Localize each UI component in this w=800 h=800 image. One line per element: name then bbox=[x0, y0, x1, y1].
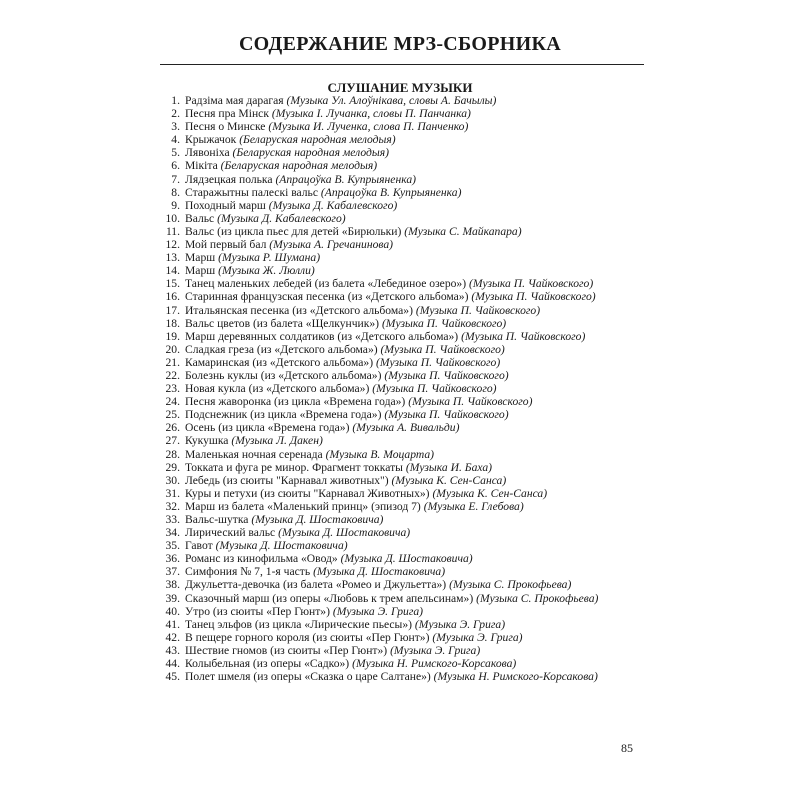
item-number: 18. bbox=[165, 316, 180, 330]
list-item bbox=[160, 317, 644, 330]
item-title: Мікіта bbox=[185, 159, 218, 173]
list-item bbox=[160, 382, 644, 395]
item-title: Куры и петухи (из сюиты "Карнавал Животных») bbox=[185, 486, 430, 500]
item-entry bbox=[185, 513, 644, 526]
item-credit: (Музыка П. Чайковского) bbox=[381, 316, 507, 330]
item-entry bbox=[185, 644, 644, 657]
list-item bbox=[160, 434, 644, 447]
item-number: 26. bbox=[165, 421, 180, 435]
item-number: 6. bbox=[171, 159, 180, 173]
list-item bbox=[160, 539, 644, 552]
item-number: 24. bbox=[165, 395, 180, 409]
item-number: 2. bbox=[171, 107, 180, 121]
item-title: В пещере горного короля (из сюиты «Пер Гюнт») bbox=[185, 630, 430, 644]
item-entry bbox=[185, 225, 644, 238]
item-title: Шествие гномов (из сюиты «Пер Гюнт») bbox=[185, 643, 388, 657]
item-credit: (Музыка П. Чайковского) bbox=[461, 329, 586, 343]
item-entry bbox=[185, 605, 644, 618]
title-divider bbox=[160, 64, 644, 65]
item-number: 30. bbox=[165, 473, 180, 487]
item-title: Сказочный марш (из оперы «Любовь к трем апельсинам») bbox=[185, 591, 474, 605]
item-title: Лядзецкая полька bbox=[185, 172, 273, 186]
list-item bbox=[160, 657, 644, 670]
item-credit: (Музыка П. Чайковского) bbox=[408, 395, 533, 409]
item-entry bbox=[185, 251, 644, 264]
item-entry bbox=[185, 408, 644, 421]
item-credit: (Музыка П. Чайковского) bbox=[468, 277, 594, 291]
list-item bbox=[160, 343, 644, 356]
list-item bbox=[160, 565, 644, 578]
item-entry bbox=[185, 461, 644, 474]
list-item bbox=[160, 408, 644, 421]
item-number: 37. bbox=[165, 565, 180, 579]
list-item bbox=[160, 225, 644, 238]
item-title: Сладкая греза (из «Детского альбома») bbox=[185, 342, 378, 356]
item-number: 1. bbox=[171, 94, 180, 107]
item-title: Мой первый бал bbox=[185, 238, 267, 252]
item-credit: (Музыка Д. Шостаковича) bbox=[313, 565, 446, 579]
item-number: 28. bbox=[165, 447, 180, 461]
item-entry bbox=[185, 159, 644, 172]
list-item bbox=[160, 448, 644, 461]
item-entry bbox=[185, 434, 644, 447]
list-item bbox=[160, 500, 644, 513]
item-entry bbox=[185, 382, 644, 395]
list-item bbox=[160, 461, 644, 474]
item-credit: (Музыка С. Прокофьева) bbox=[449, 578, 572, 592]
item-number: 42. bbox=[165, 630, 180, 644]
list-item bbox=[160, 133, 644, 146]
item-entry bbox=[185, 94, 644, 107]
item-number: 5. bbox=[171, 146, 180, 160]
item-entry bbox=[185, 592, 644, 605]
item-entry bbox=[185, 526, 644, 539]
item-title: Утро (из сюиты «Пер Гюнт») bbox=[185, 604, 330, 618]
item-credit: (Беларуская народная мелодыя) bbox=[232, 146, 389, 160]
item-credit: (Музыка Э. Грига) bbox=[390, 643, 481, 657]
list-item bbox=[160, 238, 644, 251]
item-number: 36. bbox=[165, 552, 180, 566]
item-number: 15. bbox=[165, 277, 180, 291]
item-number: 41. bbox=[165, 617, 180, 631]
list-item bbox=[160, 107, 644, 120]
item-number: 9. bbox=[171, 198, 180, 212]
item-credit: (Музыка Н. Римского-Корсакова) bbox=[352, 657, 517, 671]
item-credit: (Музыка В. Моцарта) bbox=[325, 447, 435, 461]
list-item bbox=[160, 526, 644, 539]
item-credit: (Музыка А. Гречанинова) bbox=[269, 238, 393, 252]
item-title: Осень (из цикла «Времена года») bbox=[185, 421, 350, 435]
item-entry bbox=[185, 120, 644, 133]
item-entry bbox=[185, 631, 644, 644]
list-item bbox=[160, 251, 644, 264]
item-title: Болезнь куклы (из «Детского альбома») bbox=[185, 368, 382, 382]
list-item bbox=[160, 173, 644, 186]
item-title: Лебедь (из сюиты "Карнавал животных") bbox=[185, 473, 389, 487]
list-item bbox=[160, 356, 644, 369]
item-title: Кукушка bbox=[185, 434, 229, 448]
item-entry bbox=[185, 369, 644, 382]
page-number: 85 bbox=[621, 741, 633, 755]
list-item bbox=[160, 199, 644, 212]
item-number: 32. bbox=[165, 499, 180, 513]
item-number: 8. bbox=[171, 185, 180, 199]
item-title: Подснежник (из цикла «Времена года») bbox=[185, 408, 382, 422]
item-credit: (Музыка Д. Шостаковича) bbox=[340, 552, 473, 566]
item-entry bbox=[185, 146, 644, 159]
item-entry bbox=[185, 212, 644, 225]
item-number: 31. bbox=[165, 486, 180, 500]
item-title: Гавот bbox=[185, 539, 213, 553]
item-credit: (Музыка Р. Шумана) bbox=[218, 251, 321, 265]
item-number: 27. bbox=[165, 434, 180, 448]
item-credit: (Музыка Э. Грига) bbox=[414, 617, 506, 631]
item-number: 19. bbox=[165, 329, 180, 343]
item-title: Симфония № 7, 1-я часть bbox=[185, 565, 311, 579]
item-entry bbox=[185, 264, 644, 277]
item-entry bbox=[185, 343, 644, 356]
item-credit: (Музыка П. Чайковского) bbox=[372, 382, 497, 396]
item-credit: (Музыка С. Майкапара) bbox=[404, 224, 522, 238]
item-title: Танец маленьких лебедей (из балета «Лебединое озеро») bbox=[185, 277, 467, 291]
item-title: Марш bbox=[185, 264, 216, 278]
item-title: Вальс цветов (из балета «Щелкунчик») bbox=[185, 316, 380, 330]
item-entry bbox=[185, 277, 644, 290]
item-entry bbox=[185, 330, 644, 343]
item-credit: (Музыка Д. Кабалевского) bbox=[217, 211, 346, 225]
list-item bbox=[160, 186, 644, 199]
contents-list bbox=[160, 94, 644, 683]
item-number: 23. bbox=[165, 382, 180, 396]
item-title: Вальс bbox=[185, 211, 215, 225]
item-credit: (Музыка П. Чайковского) bbox=[384, 408, 509, 422]
item-entry bbox=[185, 500, 644, 513]
list-item bbox=[160, 474, 644, 487]
item-entry bbox=[185, 173, 644, 186]
item-number: 34. bbox=[165, 526, 180, 540]
item-title: Полет шмеля (из оперы «Сказка о царе Салтане») bbox=[185, 670, 431, 684]
item-entry bbox=[185, 670, 644, 683]
item-title: Радзіма мая дарагая bbox=[185, 94, 284, 107]
list-item bbox=[160, 487, 644, 500]
list-item bbox=[160, 552, 644, 565]
item-entry bbox=[185, 657, 644, 670]
item-title: Марш деревянных солдатиков (из «Детского альбома») bbox=[185, 329, 459, 343]
item-number: 44. bbox=[165, 657, 180, 671]
item-title: Танец эльфов (из цикла «Лирические пьесы») bbox=[185, 617, 413, 631]
item-credit: (Музыка И. Баха) bbox=[405, 460, 493, 474]
item-entry bbox=[185, 304, 644, 317]
list-item bbox=[160, 159, 644, 172]
list-item bbox=[160, 290, 644, 303]
item-credit: (Музыка Ж. Люлли) bbox=[218, 264, 315, 278]
item-number: 12. bbox=[165, 238, 180, 252]
item-title: Марш bbox=[185, 251, 216, 265]
item-title: Песня пра Мінск bbox=[185, 107, 269, 121]
item-credit: (Беларуская народная мелодыя) bbox=[239, 133, 396, 147]
item-credit: (Музыка Д. Шостаковича) bbox=[278, 526, 411, 540]
item-number: 11. bbox=[165, 224, 180, 238]
item-credit: (Музыка П. Чайковского) bbox=[415, 303, 541, 317]
list-item bbox=[160, 421, 644, 434]
item-credit: (Музыка Э. Грига) bbox=[332, 604, 424, 618]
item-credit: (Музыка Ул. Алоўнікава, словы А. Бачылы) bbox=[286, 94, 497, 107]
item-credit: (Музыка Д. Шостаковича) bbox=[215, 539, 348, 553]
item-title: Песня о Минске bbox=[185, 120, 266, 134]
list-item bbox=[160, 146, 644, 159]
item-entry bbox=[185, 552, 644, 565]
item-credit: (Музыка Э. Грига) bbox=[432, 630, 523, 644]
item-credit: (Апрацоўка В. Купрыяненка) bbox=[275, 172, 416, 186]
item-entry bbox=[185, 395, 644, 408]
item-number: 3. bbox=[171, 120, 180, 134]
item-credit: (Музыка Л. Дакен) bbox=[231, 434, 323, 448]
item-entry bbox=[185, 238, 644, 251]
list-item bbox=[160, 264, 644, 277]
item-entry bbox=[185, 107, 644, 120]
item-number: 40. bbox=[165, 604, 180, 618]
list-item bbox=[160, 631, 644, 644]
list-item bbox=[160, 120, 644, 133]
item-credit: (Апрацоўка В. Купрыяненка) bbox=[320, 185, 462, 199]
item-title: Итальянская песенка (из «Детского альбома») bbox=[185, 303, 413, 317]
item-number: 20. bbox=[165, 342, 180, 356]
item-credit: (Музыка С. Прокофьева) bbox=[476, 591, 599, 605]
list-item bbox=[160, 618, 644, 631]
item-credit: (Музыка Е. Глебова) bbox=[423, 499, 524, 513]
list-item bbox=[160, 304, 644, 317]
item-credit: (Музыка П. Чайковского) bbox=[471, 290, 596, 304]
item-entry bbox=[185, 290, 644, 303]
list-item bbox=[160, 592, 644, 605]
item-title: Крыжачок bbox=[185, 133, 237, 147]
item-credit: (Музыка А. Вивальди) bbox=[352, 421, 460, 435]
list-item bbox=[160, 212, 644, 225]
item-credit: (Музыка І. Лучанка, словы П. Панчанка) bbox=[271, 107, 471, 121]
list-item bbox=[160, 369, 644, 382]
list-item bbox=[160, 605, 644, 618]
item-credit: (Музыка И. Лученка, слова П. Панченко) bbox=[268, 120, 469, 134]
item-title: Маленькая ночная серенада bbox=[185, 447, 323, 461]
item-title: Походный марш bbox=[185, 198, 266, 212]
item-entry bbox=[185, 474, 644, 487]
item-number: 35. bbox=[165, 539, 180, 553]
list-item bbox=[160, 277, 644, 290]
item-entry bbox=[185, 421, 644, 434]
list-item bbox=[160, 578, 644, 591]
item-credit: (Музыка П. Чайковского) bbox=[380, 342, 505, 356]
item-title: Романс из кинофильма «Овод» bbox=[185, 552, 338, 566]
item-title: Песня жаворонка (из цикла «Времена года») bbox=[185, 395, 406, 409]
item-number: 17. bbox=[165, 303, 180, 317]
item-title: Колыбельная (из оперы «Садко») bbox=[185, 657, 350, 671]
item-title: Лявоніха bbox=[185, 146, 230, 160]
item-credit: (Музыка Н. Римского-Корсакова) bbox=[433, 670, 598, 684]
item-number: 13. bbox=[165, 251, 180, 265]
item-title: Вальс (из цикла пьес для детей «Бирюльки) bbox=[185, 224, 402, 238]
item-number: 7. bbox=[171, 172, 180, 186]
item-number: 21. bbox=[165, 355, 180, 369]
item-entry bbox=[185, 317, 644, 330]
item-title: Лирический вальс bbox=[185, 526, 276, 540]
item-number: 38. bbox=[165, 578, 180, 592]
item-entry bbox=[185, 356, 644, 369]
item-entry bbox=[185, 448, 644, 461]
list-item bbox=[160, 513, 644, 526]
item-entry bbox=[185, 618, 644, 631]
item-credit: (Музыка К. Сен-Санса) bbox=[432, 486, 548, 500]
item-entry bbox=[185, 487, 644, 500]
item-title: Вальс-шутка bbox=[185, 513, 249, 526]
item-title: Джульетта-девочка (из балета «Ромео и Джульетта») bbox=[185, 578, 447, 592]
item-entry bbox=[185, 186, 644, 199]
item-credit: (Музыка Д. Кабалевского) bbox=[268, 198, 398, 212]
item-number: 22. bbox=[165, 368, 180, 382]
item-number: 33. bbox=[165, 513, 180, 526]
item-number: 16. bbox=[165, 290, 180, 304]
item-entry bbox=[185, 539, 644, 552]
section-heading: СЛУШАНИЕ МУЗЫКИ bbox=[327, 80, 473, 95]
item-title: Новая кукла (из «Детского альбома») bbox=[185, 382, 370, 396]
list-item bbox=[160, 670, 644, 683]
list-item bbox=[160, 330, 644, 343]
item-number: 4. bbox=[171, 133, 180, 147]
item-entry bbox=[185, 133, 644, 146]
item-number: 25. bbox=[165, 408, 180, 422]
item-entry bbox=[185, 565, 644, 578]
item-title: Марш из балета «Маленький принц» (эпизод 7) bbox=[185, 499, 421, 513]
item-entry bbox=[185, 199, 644, 212]
item-credit: (Беларуская народная мелодыя) bbox=[220, 159, 378, 173]
item-number: 43. bbox=[165, 643, 180, 657]
item-number: 29. bbox=[165, 460, 180, 474]
item-title: Токката и фуга ре минор. Фрагмент токкаты bbox=[185, 460, 403, 474]
item-entry bbox=[185, 578, 644, 591]
page-title: СОДЕРЖАНИЕ МРЗ-СБОРНИКА bbox=[238, 33, 562, 55]
item-title: Старажытны палескі вальс bbox=[185, 185, 318, 199]
item-credit: (Музыка К. Сен-Санса) bbox=[391, 473, 507, 487]
item-number: 39. bbox=[165, 591, 180, 605]
item-credit: (Музыка Д. Шостаковича) bbox=[251, 513, 384, 526]
list-item bbox=[160, 644, 644, 657]
item-number: 45. bbox=[165, 670, 180, 684]
list-item bbox=[160, 395, 644, 408]
item-credit: (Музыка П. Чайковского) bbox=[375, 355, 501, 369]
item-title: Старинная французская песенка (из «Детского альбома») bbox=[185, 290, 469, 304]
item-credit: (Музыка П. Чайковского) bbox=[384, 368, 509, 382]
list-item bbox=[160, 94, 644, 107]
item-number: 14. bbox=[165, 264, 180, 278]
item-number: 10. bbox=[165, 211, 180, 225]
item-title: Камаринская (из «Детского альбома») bbox=[185, 355, 374, 369]
